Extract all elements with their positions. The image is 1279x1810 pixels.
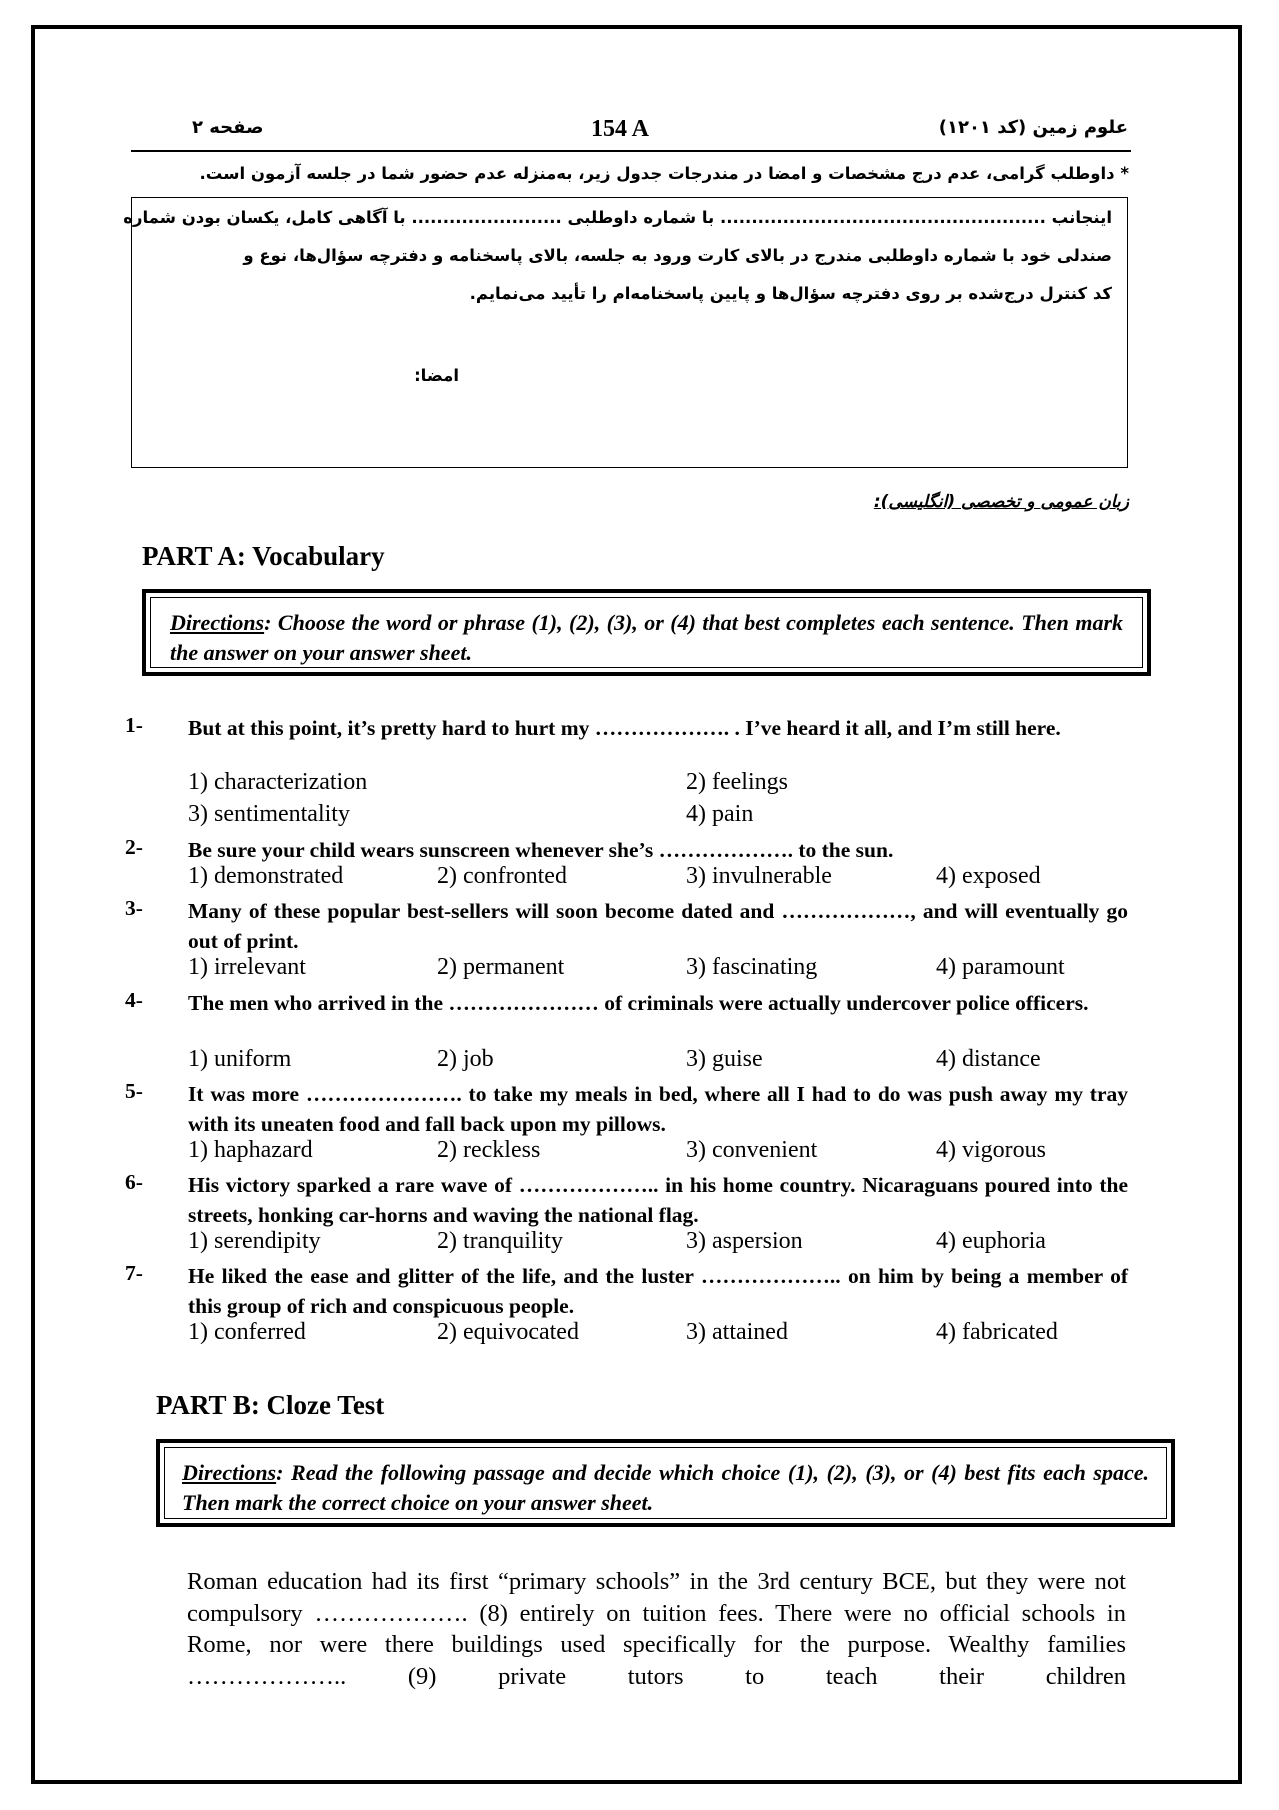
- option-1[interactable]: 1) irrelevant: [188, 954, 306, 980]
- question-stem: It was more …………………. to take my meals in bed, where all I had to do was push away my tray with its uneaten food and fall back upon my pillows.: [188, 1082, 1128, 1136]
- option-3[interactable]: 3) attained: [686, 1319, 788, 1345]
- option-4[interactable]: 4) distance: [936, 1046, 1041, 1072]
- question-stem: He liked the ease and glitter of the life, and the luster ……………….. on him by being a member of this group of rich and conspicuous people.: [188, 1264, 1128, 1318]
- option-2[interactable]: 2) permanent: [437, 954, 565, 980]
- option-4[interactable]: 4) paramount: [936, 954, 1065, 980]
- part-b-directions: [182, 1458, 1149, 1518]
- option-1[interactable]: 1) serendipity: [188, 1228, 321, 1254]
- question-stem: Be sure your child wears sunscreen whenever she’s ………………. to the sun.: [188, 838, 894, 862]
- pledge-box: [123, 197, 1128, 468]
- option-2[interactable]: 2) reckless: [437, 1137, 541, 1163]
- question-stem: Many of these popular best-sellers will soon become dated and ………………, and will eventually go out of print.: [188, 899, 1128, 953]
- pledge-line-2: صندلی خود با شماره داوطلبی مندرج در بالای کارت ورود به جلسه، بالای پاسخنامه و دفترچه سؤال‌ها، نوع و: [243, 246, 1112, 265]
- signature-label: امضا:: [414, 366, 459, 385]
- option-3[interactable]: 3) invulnerable: [686, 863, 832, 889]
- header-rule: [131, 150, 1131, 152]
- part-a-title: PART A: Vocabulary: [142, 541, 385, 571]
- part-a-directions-box: [142, 589, 1151, 676]
- section-subject: زبان عمومی و تخصصی (انگلیسی):: [873, 492, 1129, 512]
- part-a-directions: [170, 608, 1123, 668]
- pledge-line-3: کد کنترل درج‌شده بر روی دفترچه سؤال‌ها و پایین پاسخنامه‌ام را تأیید می‌نمایم.: [469, 284, 1112, 303]
- option-2[interactable]: 2) job: [437, 1046, 494, 1072]
- part-b-directions-box: [156, 1439, 1175, 1527]
- option-4[interactable]: 4) fabricated: [936, 1319, 1058, 1345]
- option-1[interactable]: 1) haphazard: [188, 1137, 313, 1163]
- option-2[interactable]: 2) equivocated: [437, 1319, 579, 1345]
- option-3[interactable]: 3) guise: [686, 1046, 763, 1072]
- directions-label: Directions: [170, 610, 265, 635]
- question-number: 2-: [125, 835, 143, 859]
- header-page-number: صفحه ۲: [192, 117, 264, 138]
- option-2[interactable]: 2) confronted: [437, 863, 567, 889]
- question-number: 7-: [125, 1261, 143, 1285]
- directions-label: Directions: [182, 1460, 277, 1485]
- option-1[interactable]: 1) conferred: [188, 1319, 306, 1345]
- option-4[interactable]: 4) vigorous: [936, 1137, 1046, 1163]
- cloze-passage: Roman education had its first “primary schools” in the 3rd century BCE, but they were not compulsory ………………. (8) entirely on tuition fees. There were no official schools in Rome, nor were there buildings used specifically for the purpose. Wealthy families ……………….. (9) private tutors to teach their children: [187, 1568, 1126, 1690]
- option-4[interactable]: 4) exposed: [936, 863, 1041, 889]
- question-stem: The men who arrived in the ………………… of criminals were actually undercover police officers.: [188, 991, 1089, 1015]
- header-booklet-code: 154 A: [590, 116, 649, 142]
- option-1[interactable]: 1) demonstrated: [188, 863, 344, 889]
- option-4[interactable]: 4) pain: [686, 801, 754, 827]
- question-number: 3-: [125, 896, 143, 920]
- question-number: 6-: [125, 1170, 143, 1194]
- question-stem: His victory sparked a rare wave of ……………….. in his home country. Nicaraguans poured into the streets, honking car-horns and waving the national flag.: [188, 1173, 1128, 1227]
- question-number: 1-: [125, 713, 143, 737]
- directions-text: : Read the following passage and decide which choice (1), (2), (3), or (4) best fits each space. Then mark the correct choice on your answer sheet.: [182, 1460, 1149, 1515]
- header-subject-code: علوم زمین (کد ۱۲۰۱): [938, 117, 1128, 138]
- option-2[interactable]: 2) feelings: [686, 769, 788, 795]
- option-3[interactable]: 3) convenient: [686, 1137, 818, 1163]
- option-3[interactable]: 3) fascinating: [686, 954, 818, 980]
- option-3[interactable]: 3) aspersion: [686, 1228, 803, 1254]
- option-4[interactable]: 4) euphoria: [936, 1228, 1046, 1254]
- candidate-notice: * داوطلب گرامی، عدم درج مشخصات و امضا در مندرجات جدول زیر، به‌منزله عدم حضور شما در جلسه آزمون است.: [199, 164, 1129, 183]
- pledge-line-1: اینجانب .................................................... با شماره داوطلبی ........................ با آگاهی کامل، یکسان بودن شماره: [123, 208, 1112, 227]
- option-1[interactable]: 1) uniform: [188, 1046, 292, 1072]
- option-1[interactable]: 1) characterization: [188, 769, 368, 795]
- question-number: 5-: [125, 1079, 143, 1103]
- question-number: 4-: [125, 988, 143, 1012]
- option-3[interactable]: 3) sentimentality: [188, 801, 350, 827]
- directions-text: : Choose the word or phrase (1), (2), (3), or (4) that best completes each sentence. Then mark the answer on your answer sheet.: [170, 610, 1123, 665]
- question-stem: But at this point, it’s pretty hard to hurt my ………………. . I’ve heard it all, and I’m still here.: [188, 716, 1061, 740]
- option-2[interactable]: 2) tranquility: [437, 1228, 563, 1254]
- part-b-title: PART B: Cloze Test: [156, 1390, 385, 1420]
